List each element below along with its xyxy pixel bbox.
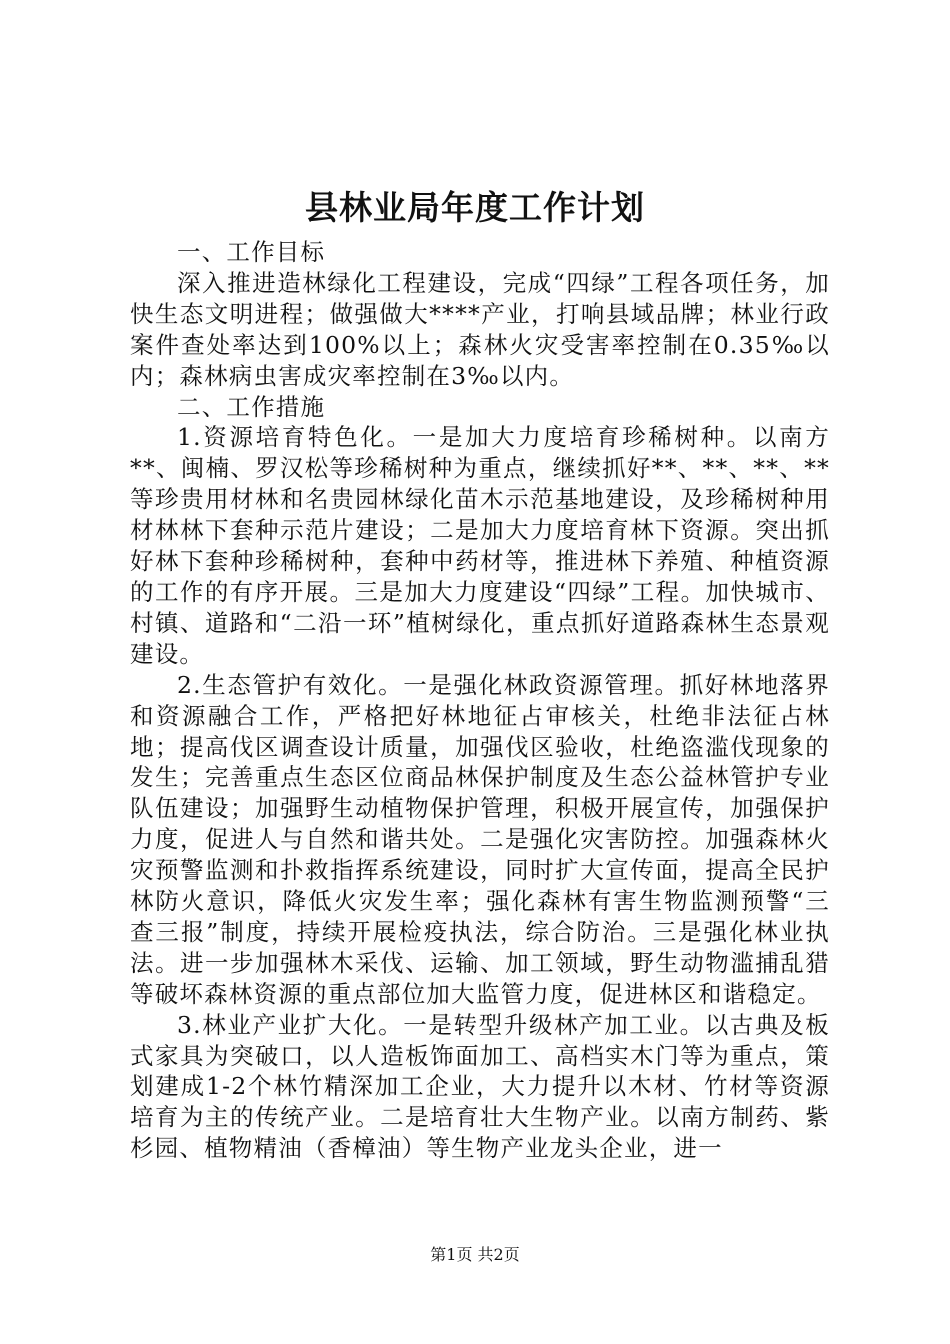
document-title: 县林业局年度工作计划 xyxy=(305,188,645,227)
page-number-footer: 第1页 共2页 xyxy=(430,1245,520,1264)
paragraph-resource-cultivation: 1.资源培育特色化。一是加大力度培育珍稀树种。以南方**、闽楠、罗汉松等珍稀树种为重点，继续抓好**、**、**、**等珍贵用材林和名贵园林绿化苗木示范基地建设，及珍稀树种用材林林下套种示范片建设；二是加大力度培育林下资源。突出抓好林下套种珍稀树种，套种中药材等，推进林下养殖、种植资源的工作的有序开展。三是加大力度建设“四绿”工程。加快城市、村镇、道路和“二沿一环”植树绿化，重点抓好道路森林生态景观建设。 xyxy=(130,423,830,668)
paragraph-ecological-protection: 2.生态管护有效化。一是强化林政资源管理。抓好林地落界和资源融合工作，严格把好林地征占审核关，杜绝非法征占林地；提高伐区调查设计质量，加强伐区验收，杜绝盗滥伐现象的发生；完善重点生态区位商品林保护制度及生态公益林管护专业队伍建设；加强野生动植物保护管理，积极开展宣传，加强保护力度，促进人与自然和谐共处。二是强化灾害防控。加强森林火灾预警监测和扑救指挥系统建设，同时扩大宣传面，提高全民护林防火意识，降低火灾发生率；强化森林有害生物监测预警“三查三报”制度，持续开展检疫执法，综合防治。三是强化林业执法。进一步加强林木采伐、运输、加工领域，野生动物滥捕乱猎等破坏森林资源的重点部位加大监管力度，促进林区和谐稳定。 xyxy=(130,670,830,1008)
section-heading-measures: 二、工作措施 xyxy=(177,392,326,421)
document-body xyxy=(130,237,830,1164)
paragraph-forestry-industry: 3.林业产业扩大化。一是转型升级林产加工业。以古典及板式家具为突破口，以人造板饰面加工、高档实木门等为重点，策划建成1-2个林竹精深加工企业，大力提升以木材、竹材等资源培育为主的传统产业。二是培育壮大生物产业。以南方制药、紫杉园、植物精油（香樟油）等生物产业龙头企业，进一 xyxy=(130,1010,830,1163)
section-heading-goals: 一、工作目标 xyxy=(177,238,326,266)
paragraph-goals: 深入推进造林绿化工程建设，完成“四绿”工程各项任务，加快生态文明进程；做强做大****产业，打响县域品牌；林业行政案件查处率达到100%以上；森林火灾受害率控制在0.35‰以内；森林病虫害成灾率控制在3‰以内。 xyxy=(130,268,830,390)
